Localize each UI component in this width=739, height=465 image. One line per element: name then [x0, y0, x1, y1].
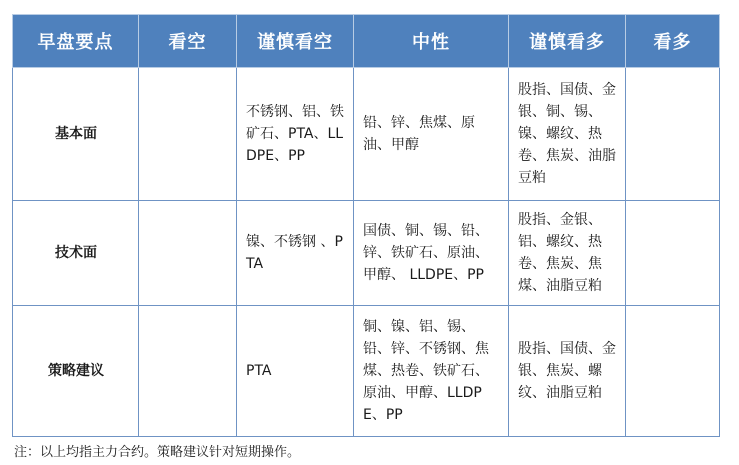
header-row — [13, 15, 720, 68]
cell-bearish — [139, 201, 237, 306]
header-cell-bearish: 看空 — [139, 15, 237, 68]
cell-cautious-bullish: 股指、金银、铝、螺纹、热卷、焦炭、焦煤、油脂豆粕 — [509, 201, 626, 306]
footnote: 注：以上均指主力合约。策略建议针对短期操作。 — [14, 445, 301, 460]
row-label-strategy: 策略建议 — [13, 306, 139, 437]
cell-bullish — [626, 68, 720, 201]
cell-cautious-bearish: PTA — [237, 306, 354, 437]
cell-cautious-bearish: 不锈钢、铝、铁矿石、PTA、LLDPE、PP — [237, 68, 354, 201]
table-row-fundamentals — [13, 68, 720, 201]
cell-bearish — [139, 68, 237, 201]
cell-cautious-bullish: 股指、国债、金银、铜、锡、镍、螺纹、热卷、焦炭、油脂豆粕 — [509, 68, 626, 201]
header-cell-bullish: 看多 — [626, 15, 720, 68]
header-cell-cautious-bullish: 谨慎看多 — [509, 15, 626, 68]
cell-cautious-bullish: 股指、国债、金银、焦炭、螺纹、油脂豆粕 — [509, 306, 626, 437]
strategy-table-container — [12, 14, 719, 437]
cell-neutral: 铜、镍、铝、锡、铅、锌、不锈钢、焦煤、热卷、铁矿石、原油、甲醇、LLDPE、PP — [354, 306, 509, 437]
cell-cautious-bearish: 镍、不锈钢 、PTA — [237, 201, 354, 306]
header-cell-cautious-bearish: 谨慎看空 — [237, 15, 354, 68]
cell-neutral: 国债、铜、锡、铅、锌、铁矿石、原油、甲醇、 LLDPE、PP — [354, 201, 509, 306]
row-label-technicals: 技术面 — [13, 201, 139, 306]
cell-bullish — [626, 306, 720, 437]
cell-bullish — [626, 201, 720, 306]
table-row-strategy — [13, 306, 720, 437]
header-cell-neutral: 中性 — [354, 15, 509, 68]
header-cell-category: 早盘要点 — [13, 15, 139, 68]
cell-neutral: 铅、锌、焦煤、原油、甲醇 — [354, 68, 509, 201]
cell-bearish — [139, 306, 237, 437]
strategy-table — [12, 14, 720, 437]
row-label-fundamentals: 基本面 — [13, 68, 139, 201]
table-row-technicals — [13, 201, 720, 306]
